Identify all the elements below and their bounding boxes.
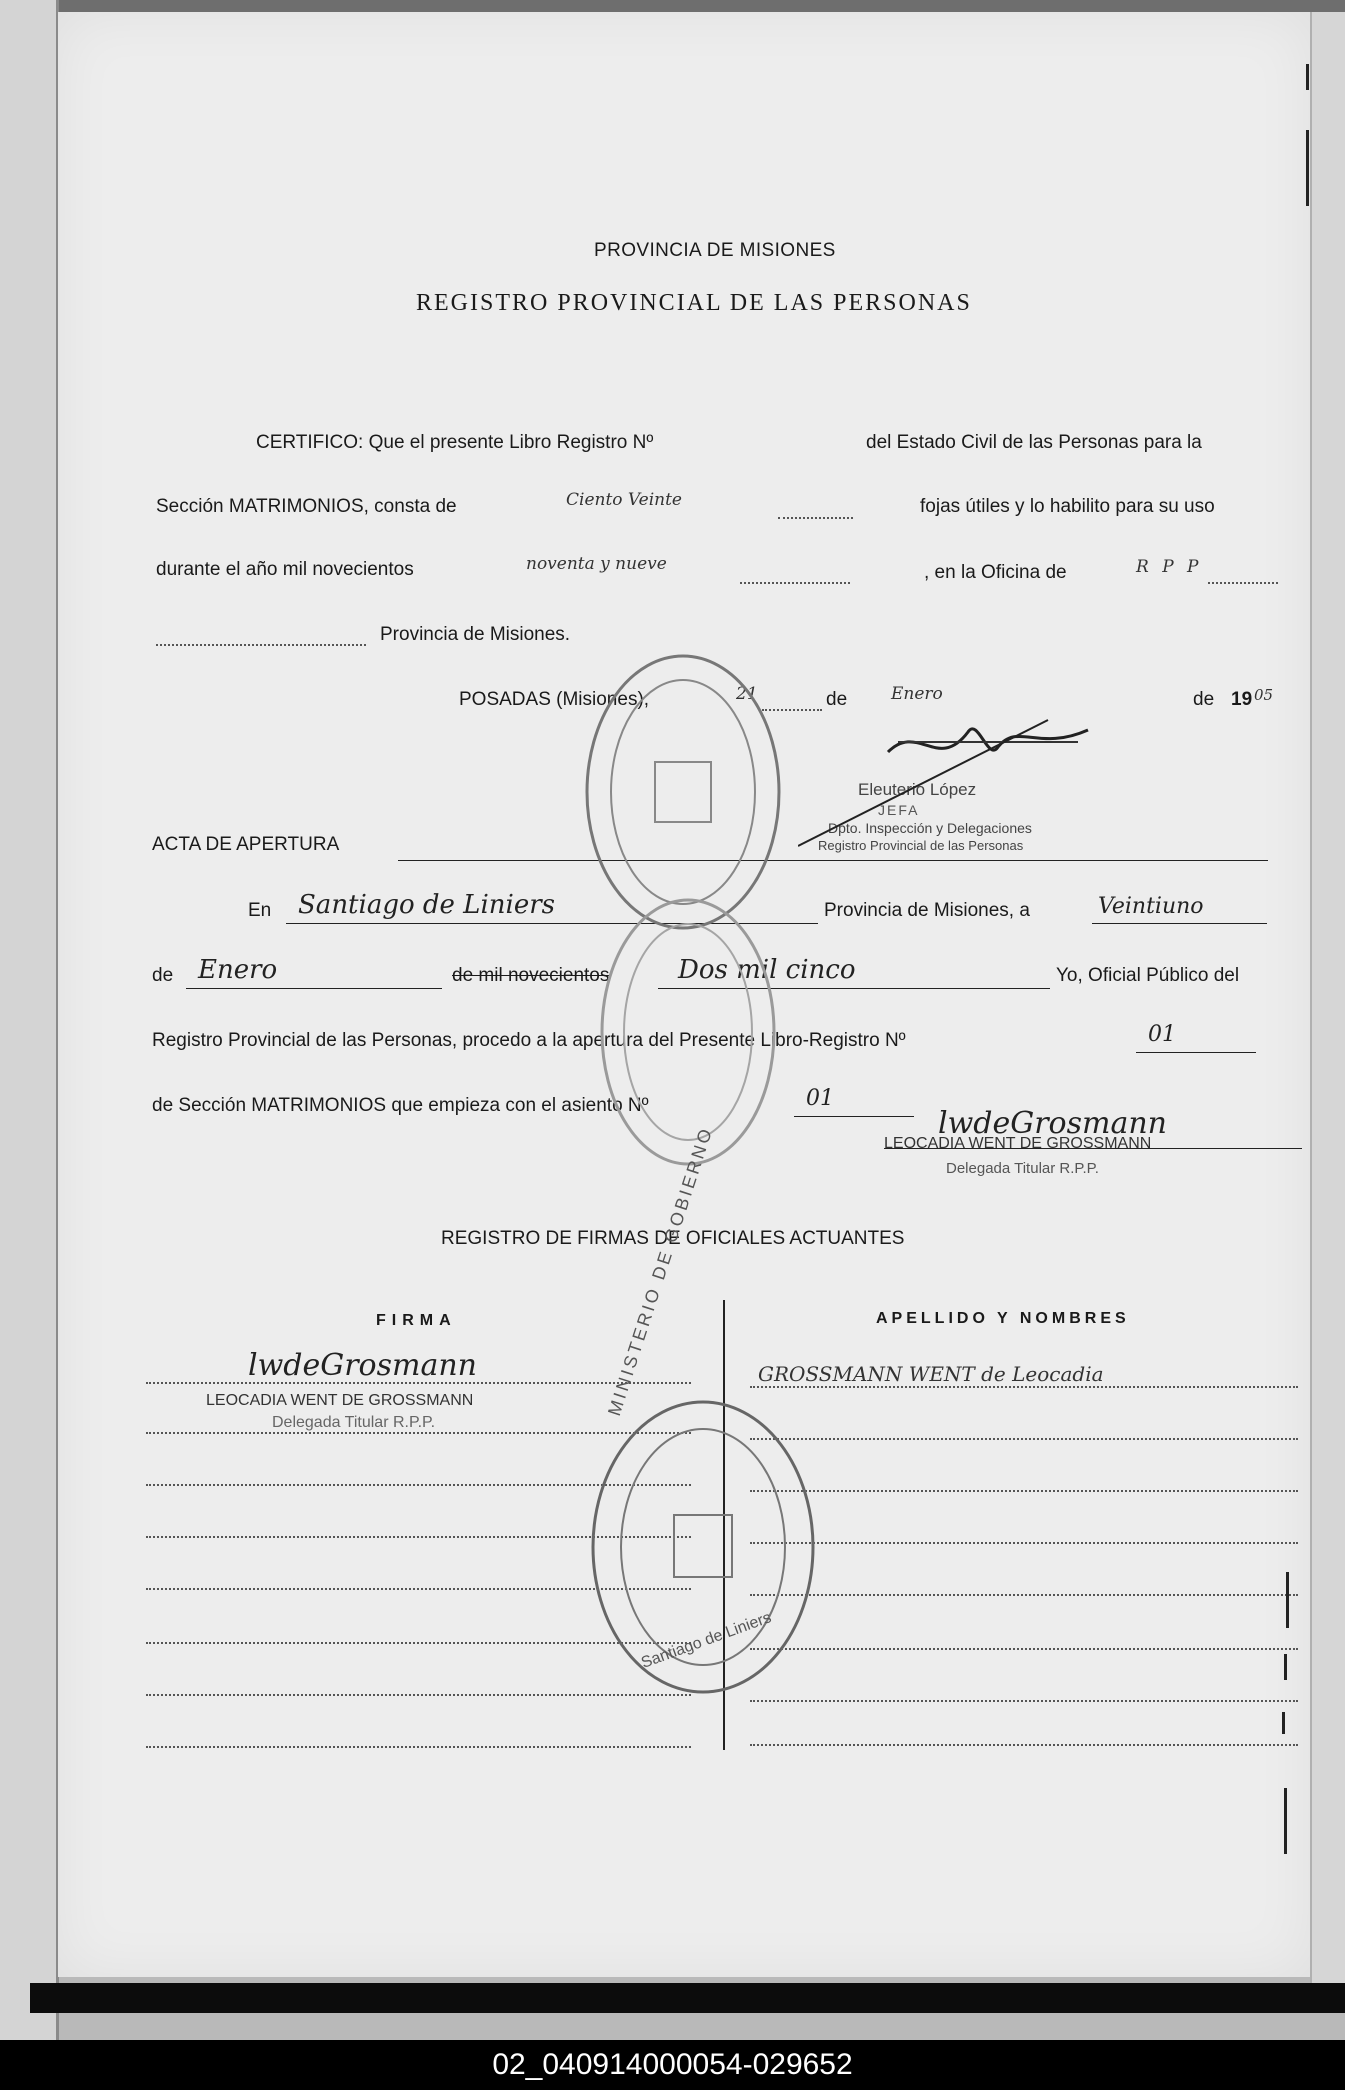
edge-mark-3: [1286, 1572, 1289, 1628]
register-signer-role: Delegada Titular R.P.P.: [272, 1414, 436, 1431]
acta-title: ACTA DE APERTURA: [152, 834, 340, 855]
pages-dots: [778, 517, 853, 519]
register-title: REGISTRO DE FIRMAS DE OFICIALES ACTUANTES: [441, 1228, 905, 1249]
registry-heading: REGISTRO PROVINCIAL DE LAS PERSONAS: [416, 290, 972, 316]
edge-mark-6: [1284, 1788, 1287, 1854]
certificate-line2-right: fojas útiles y lo habilito para su uso: [920, 496, 1215, 517]
right-page-edge: [1310, 12, 1345, 2007]
office-handwritten: R P P: [1136, 557, 1203, 577]
year-handwritten: noventa y nueve: [526, 554, 667, 574]
footer-code: 02_040914000054-029652: [0, 2040, 1345, 2090]
chief-name: Eleuterio López: [858, 780, 977, 799]
nombres-row-3: [750, 1490, 1298, 1492]
diagonal-line: [798, 718, 1078, 848]
register-name-handwritten: GROSSMANN WENT de Leocadia: [758, 1362, 1104, 1386]
acta-official-text: Yo, Oficial Público del: [1056, 965, 1240, 986]
col-firma-header: FIRMA: [376, 1312, 457, 1329]
certificate-line2-left: Sección MATRIMONIOS, consta de: [156, 496, 457, 517]
document-sheet: [58, 12, 1310, 1977]
bottom-binding-bar: [30, 1983, 1345, 2013]
nombres-row-8: [750, 1744, 1298, 1746]
government-seal-2: [598, 892, 778, 1172]
nombres-row-6: [750, 1648, 1298, 1650]
chief-role: JEFA: [878, 802, 920, 818]
edge-mark-5: [1282, 1712, 1285, 1734]
acta-line3: Registro Provincial de las Personas, procedo a la apertura del Presente Libro-Registro Nº: [152, 1030, 906, 1051]
acta-struck-text: de mil novecientos: [452, 965, 610, 986]
delegate-strike-line: [884, 1148, 1302, 1149]
acta-title-line: [398, 860, 1268, 861]
government-seal-1: [583, 652, 783, 932]
de-label-1: de: [826, 689, 848, 710]
acta-entry-no-handwritten: 01: [806, 1086, 834, 1111]
nombres-row-7: [750, 1700, 1298, 1702]
seal-3-text: Santiago de Liniers: [639, 1609, 774, 1672]
pages-count-handwritten: Ciento Veinte: [566, 490, 682, 510]
acta-month-line: [186, 988, 442, 989]
locality-dots: [156, 644, 366, 646]
nombres-row-4: [750, 1542, 1298, 1544]
de-label-2: de: [1193, 689, 1215, 710]
firma-row-8: [146, 1746, 691, 1748]
acta-book-no-line: [1136, 1052, 1256, 1053]
certificate-line4: Provincia de Misiones.: [380, 624, 571, 645]
acta-place-handwritten: Santiago de Liniers: [298, 890, 555, 920]
certificate-line3-left: durante el año mil novecientos: [156, 559, 414, 580]
year-dots: [740, 582, 850, 584]
month-handwritten: Enero: [891, 684, 943, 704]
left-page-edge: [0, 0, 59, 2040]
chief-dept-line2: Registro Provincial de las Personas: [818, 838, 1024, 853]
day-handwritten: 21: [736, 684, 758, 704]
acta-entry-no-line: [794, 1116, 914, 1117]
edge-mark-2: [1306, 130, 1309, 206]
acta-day-handwritten: Veintiuno: [1098, 894, 1204, 919]
acta-year-handwritten: Dos mil cinco: [678, 955, 856, 985]
government-seal-3: [588, 1397, 818, 1697]
certificate-line1-right: del Estado Civil de las Personas para la: [866, 432, 1202, 453]
place-date: POSADAS (Misiones),: [459, 689, 650, 710]
year-handwritten-suffix: 05: [1254, 686, 1274, 704]
acta-en: En: [248, 900, 272, 921]
register-signer-name: LEOCADIA WENT DE GROSSMANN: [206, 1392, 474, 1409]
certificate-line3-mid: , en la Oficina de: [924, 562, 1067, 583]
firma-row-1: [146, 1382, 691, 1384]
col-nombres-header: APELLIDO Y NOMBRES: [876, 1310, 1130, 1327]
year-printed: 19: [1231, 689, 1253, 710]
delegate-role: Delegada Titular R.P.P.: [946, 1160, 1099, 1177]
edge-mark-4: [1284, 1654, 1287, 1680]
acta-book-no-handwritten: 01: [1148, 1022, 1176, 1047]
acta-day-line: [1092, 923, 1267, 924]
acta-province-text: Provincia de Misiones, a: [824, 900, 1030, 921]
chief-dept-line1: Dpto. Inspección y Delegaciones: [828, 820, 1032, 836]
acta-month-handwritten: Enero: [198, 955, 278, 985]
edge-mark-1: [1306, 64, 1309, 90]
delegate-signature: lwdeGrosmann: [938, 1106, 1167, 1141]
nombres-row-2: [750, 1438, 1298, 1440]
delegate-name: LEOCADIA WENT DE GROSSMANN: [884, 1135, 1152, 1152]
province-heading: PROVINCIA DE MISIONES: [594, 240, 836, 261]
register-signature: lwdeGrosmann: [248, 1348, 477, 1383]
certificate-line1-left: CERTIFICO: Que el presente Libro Registro Nº: [256, 432, 654, 453]
nombres-row-1: [750, 1386, 1298, 1388]
acta-de: de: [152, 965, 174, 986]
seal-1-text: MINISTERIO DE GOBIERNO: [604, 1123, 717, 1419]
office-dots: [1208, 582, 1278, 584]
acta-line4: de Sección MATRIMONIOS que empieza con el asiento Nº: [152, 1095, 649, 1116]
nombres-row-5: [750, 1594, 1298, 1596]
